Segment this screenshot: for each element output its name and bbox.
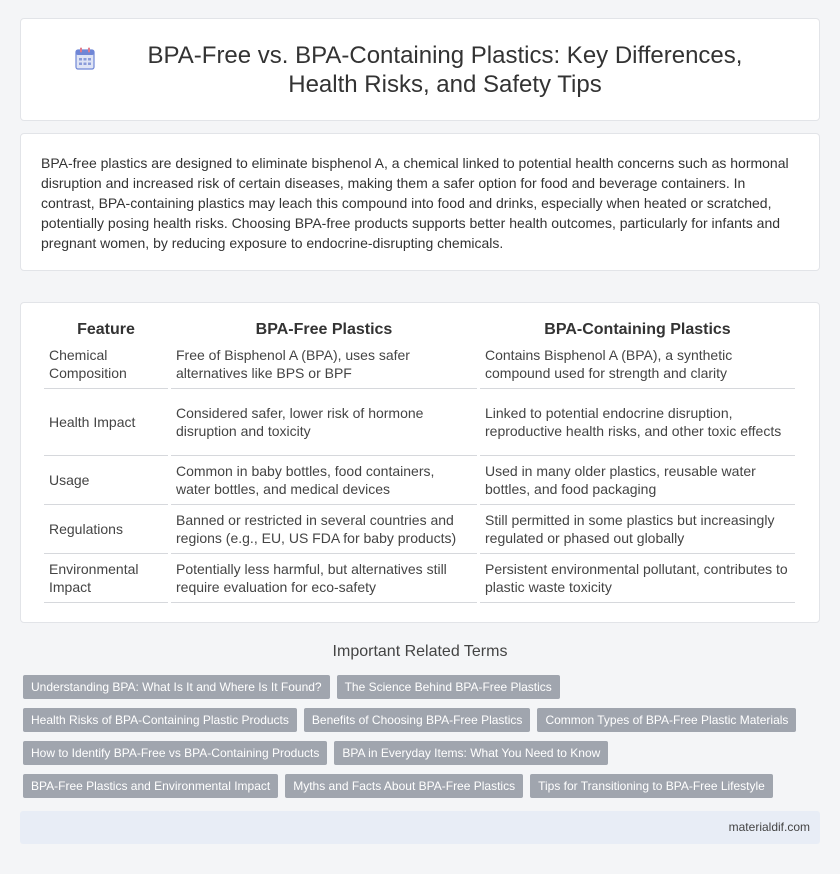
related-term-link[interactable]: BPA in Everyday Items: What You Need to Know	[334, 741, 608, 765]
related-term-link[interactable]: Common Types of BPA-Free Plastic Materials	[537, 708, 796, 732]
related-terms-list	[23, 675, 813, 807]
footer-site-link[interactable]: materialdif.com	[728, 820, 810, 834]
related-terms-title: Important Related Terms	[332, 643, 508, 660]
related-term-link[interactable]: Myths and Facts About BPA-Free Plastics	[285, 774, 523, 798]
table-cell-bpa-containing: Persistent environmental pollutant, contributes to plastic waste toxicity	[480, 554, 795, 603]
comparison-table-card	[20, 302, 820, 623]
table-cell-feature: Health Impact	[44, 389, 168, 456]
header-card	[20, 18, 820, 121]
table-cell-bpa-free: Potentially less harmful, but alternatives still require evaluation for eco-safety	[171, 554, 477, 603]
related-term-link[interactable]: How to Identify BPA-Free vs BPA-Containing Products	[23, 741, 327, 765]
table-cell-feature: Regulations	[44, 505, 168, 554]
table-row	[44, 339, 795, 389]
tag-row	[23, 708, 813, 732]
table-cell-bpa-containing: Still permitted in some plastics but increasingly regulated or phased out globally	[480, 505, 795, 554]
comparison-table	[41, 314, 798, 603]
tag-row	[23, 774, 813, 798]
page-title: BPA-Free vs. BPA-Containing Plastics: Key Differences, Health Risks, and Safety Tips	[147, 42, 743, 98]
table-cell-bpa-containing: Linked to potential endocrine disruption, reproductive health risks, and other toxic effects	[480, 389, 795, 456]
table-header-row	[44, 314, 795, 339]
table-row	[44, 554, 795, 603]
header-inner	[21, 41, 819, 99]
intro-paragraph: BPA-free plastics are designed to eliminate bisphenol A, a chemical linked to potential health concerns such as hormonal disruption and increased risk of certain diseases, making them a safer option for food and beverage containers. In contrast, BPA-containing plastics may leach this compound into food and drinks, especially when heated or scratched, potentially posing health risks. Choosing BPA-free products supports better health outcomes, particularly for infants and pregnant women, by reducing exposure to endocrine-disrupting chemicals.	[41, 155, 789, 251]
table-cell-bpa-free: Free of Bisphenol A (BPA), uses safer alternatives like BPS or BPF	[171, 339, 477, 389]
table-cell-feature: Environmental Impact	[44, 554, 168, 603]
table-row	[44, 505, 795, 554]
footer	[20, 811, 820, 844]
column-header-feature: Feature	[77, 321, 135, 338]
related-term-link[interactable]: Health Risks of BPA-Containing Plastic Products	[23, 708, 297, 732]
calendar-icon	[75, 47, 95, 71]
intro-card	[20, 133, 820, 271]
table-cell-bpa-free: Banned or restricted in several countries and regions (e.g., EU, US FDA for baby products)	[171, 505, 477, 554]
related-term-link[interactable]: The Science Behind BPA-Free Plastics	[337, 675, 560, 699]
table-cell-feature: Chemical Composition	[44, 339, 168, 389]
table-row	[44, 389, 795, 456]
table-cell-bpa-containing: Contains Bisphenol A (BPA), a synthetic compound used for strength and clarity	[480, 339, 795, 389]
column-header-bpa-containing: BPA-Containing Plastics	[544, 321, 731, 338]
table-cell-bpa-free: Considered safer, lower risk of hormone disruption and toxicity	[171, 389, 477, 456]
table-cell-feature: Usage	[44, 456, 168, 505]
related-term-link[interactable]: Understanding BPA: What Is It and Where Is It Found?	[23, 675, 330, 699]
table-row	[44, 456, 795, 505]
related-term-link[interactable]: Tips for Transitioning to BPA-Free Lifestyle	[530, 774, 773, 798]
tag-row	[23, 741, 813, 765]
column-header-bpa-free: BPA-Free Plastics	[255, 321, 393, 338]
table-cell-bpa-containing: Used in many older plastics, reusable water bottles, and food packaging	[480, 456, 795, 505]
related-term-link[interactable]: BPA-Free Plastics and Environmental Impact	[23, 774, 278, 798]
tag-row	[23, 675, 813, 699]
related-term-link[interactable]: Benefits of Choosing BPA-Free Plastics	[304, 708, 531, 732]
table-cell-bpa-free: Common in baby bottles, food containers, water bottles, and medical devices	[171, 456, 477, 505]
